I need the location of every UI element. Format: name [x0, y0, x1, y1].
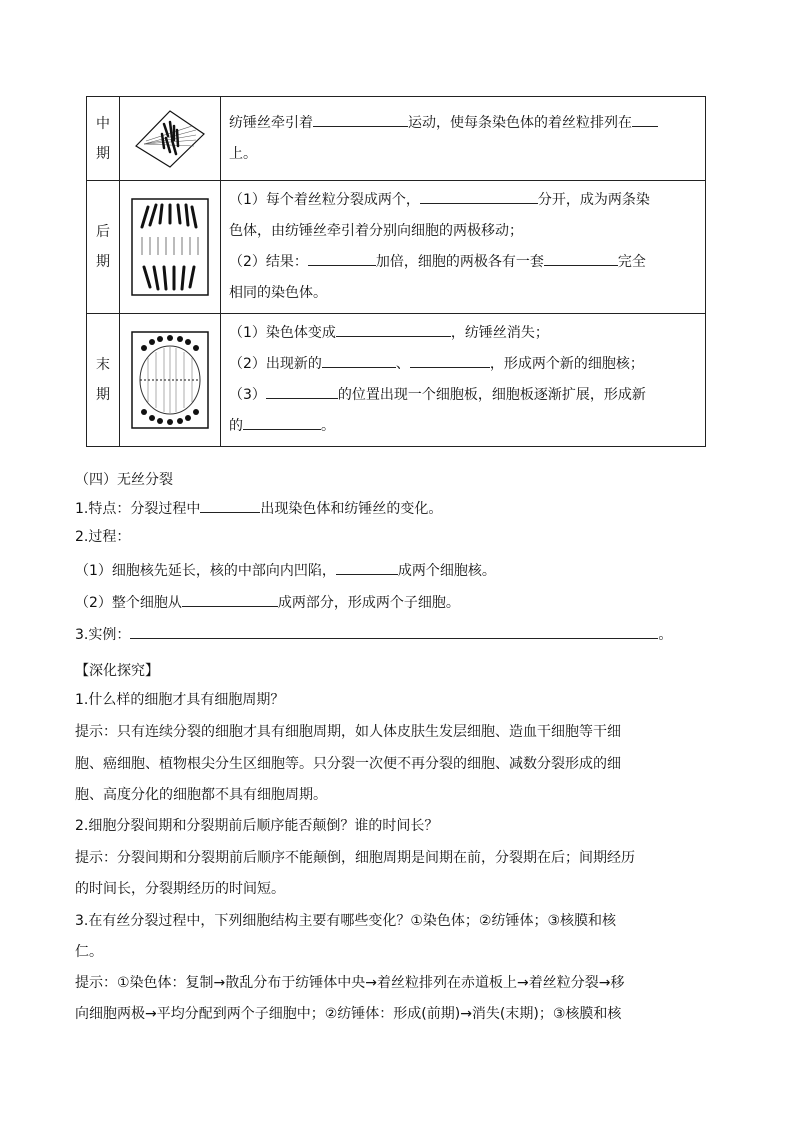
answer-3-line-1: 提示：①染色体：复制→散乱分布于纺锤体中央→着丝粒排列在赤道板上→着丝粒分裂→移 — [75, 975, 625, 991]
question-1: 1.什么样的细胞才具有细胞周期？ — [75, 692, 285, 708]
answer-2-line-1: 提示：分裂间期和分裂期前后顺序不能颠倒，细胞周期是间期在前，分裂期在后；间期经历 — [75, 850, 635, 866]
section4-title: （四）无丝分裂 — [75, 472, 173, 488]
table-row-anaphase — [87, 181, 706, 314]
item2b-suffix: 成两部分，形成两个子细胞。 — [277, 595, 460, 611]
deep-title: 【深化探究】 — [75, 663, 159, 679]
question-2: 2.细胞分裂间期和分裂期前后顺序能否颠倒？谁的时间长？ — [75, 818, 439, 834]
item2b-prefix: （2）整个细胞从 — [75, 595, 182, 611]
item2a-prefix: （1）细胞核先延长，核的中部向内凹陷， — [75, 563, 336, 579]
answer-3-line-2: 向细胞两极→平均分配到两个子细胞中；②纺锤体：形成(前期)→消失(末期)；③核膜和核 — [75, 1006, 622, 1022]
telophase-cell-icon — [130, 330, 210, 430]
section4-item1 — [75, 496, 442, 519]
answer-2-line-2: 的时间长，分裂期经历的时间短。 — [75, 881, 285, 897]
item1-suffix: 出现染色体和纺锤丝的变化。 — [260, 501, 443, 517]
answer-1-line-2: 胞、癌细胞、植物根尖分生区细胞等。只分裂一次便不再分裂的细胞、减数分裂形成的细 — [75, 756, 621, 772]
answer-blank[interactable] — [420, 187, 538, 204]
answer-blank[interactable] — [336, 558, 398, 575]
table-row-metaphase — [87, 97, 706, 181]
item2a-suffix: 成两个细胞核。 — [397, 563, 496, 579]
answer-1-line-3: 胞、高度分化的细胞都不具有细胞周期。 — [75, 787, 327, 803]
answer-blank[interactable] — [308, 249, 376, 266]
answer-blank[interactable] — [243, 413, 321, 430]
answer-blank[interactable] — [313, 110, 408, 127]
answer-blank[interactable] — [322, 351, 396, 368]
question-3-line-1: 3.在有丝分裂过程中，下列细胞结构主要有哪些变化？①染色体；②纺锤体；③核膜和核 — [75, 913, 617, 929]
answer-blank[interactable] — [130, 622, 658, 639]
mitosis-phase-table — [86, 96, 706, 447]
answer-blank[interactable] — [544, 249, 618, 266]
answer-blank[interactable] — [336, 320, 451, 337]
answer-blank[interactable] — [182, 590, 278, 607]
answer-blank[interactable] — [200, 496, 260, 513]
phase-name-anaphase: 后 期 — [87, 181, 120, 314]
telophase-image — [120, 314, 221, 447]
section4-item2b — [75, 590, 460, 613]
section4-item2: 2.过程： — [75, 529, 131, 545]
phase-name-metaphase: 中 期 — [87, 97, 120, 181]
metaphase-description: 纺锤丝牵引着 运动，使每条染色体的着丝粒排列在 上。 — [221, 97, 706, 181]
question-3-line-2: 仁。 — [75, 944, 103, 960]
anaphase-image — [120, 181, 221, 314]
telophase-description: （1）染色体变成 ，纺锤丝消失； （2）出现新的 、 ，形成两个新的细胞核； （3） 的位置出现一个细胞板，细胞板逐渐扩展，形成新 的 。 — [221, 314, 706, 447]
answer-blank[interactable] — [632, 110, 658, 127]
item3-suffix: 。 — [658, 627, 673, 643]
section4-item2a — [75, 558, 496, 581]
metaphase-image — [120, 97, 221, 181]
answer-blank[interactable] — [266, 382, 338, 399]
table-row-telophase — [87, 314, 706, 447]
answer-blank[interactable] — [410, 351, 490, 368]
phase-name-telophase: 末 期 — [87, 314, 120, 447]
answer-1-line-1: 提示：只有连续分裂的细胞才具有细胞周期，如人体皮肤生发层细胞、造血干细胞等干细 — [75, 724, 621, 740]
section4-item3 — [75, 622, 672, 645]
metaphase-cell-icon — [134, 108, 206, 170]
item1-prefix: 1.特点：分裂过程中 — [75, 501, 201, 517]
anaphase-description: （1）每个着丝粒分裂成两个， 分开，成为两条染 色体，由纺锤丝牵引着分别向细胞的两极移动； （2）结果： 加倍，细胞的两极各有一套 完全 相同的染色体。 — [221, 181, 706, 314]
item3-prefix: 3.实例： — [75, 627, 131, 643]
anaphase-cell-icon — [130, 197, 210, 297]
